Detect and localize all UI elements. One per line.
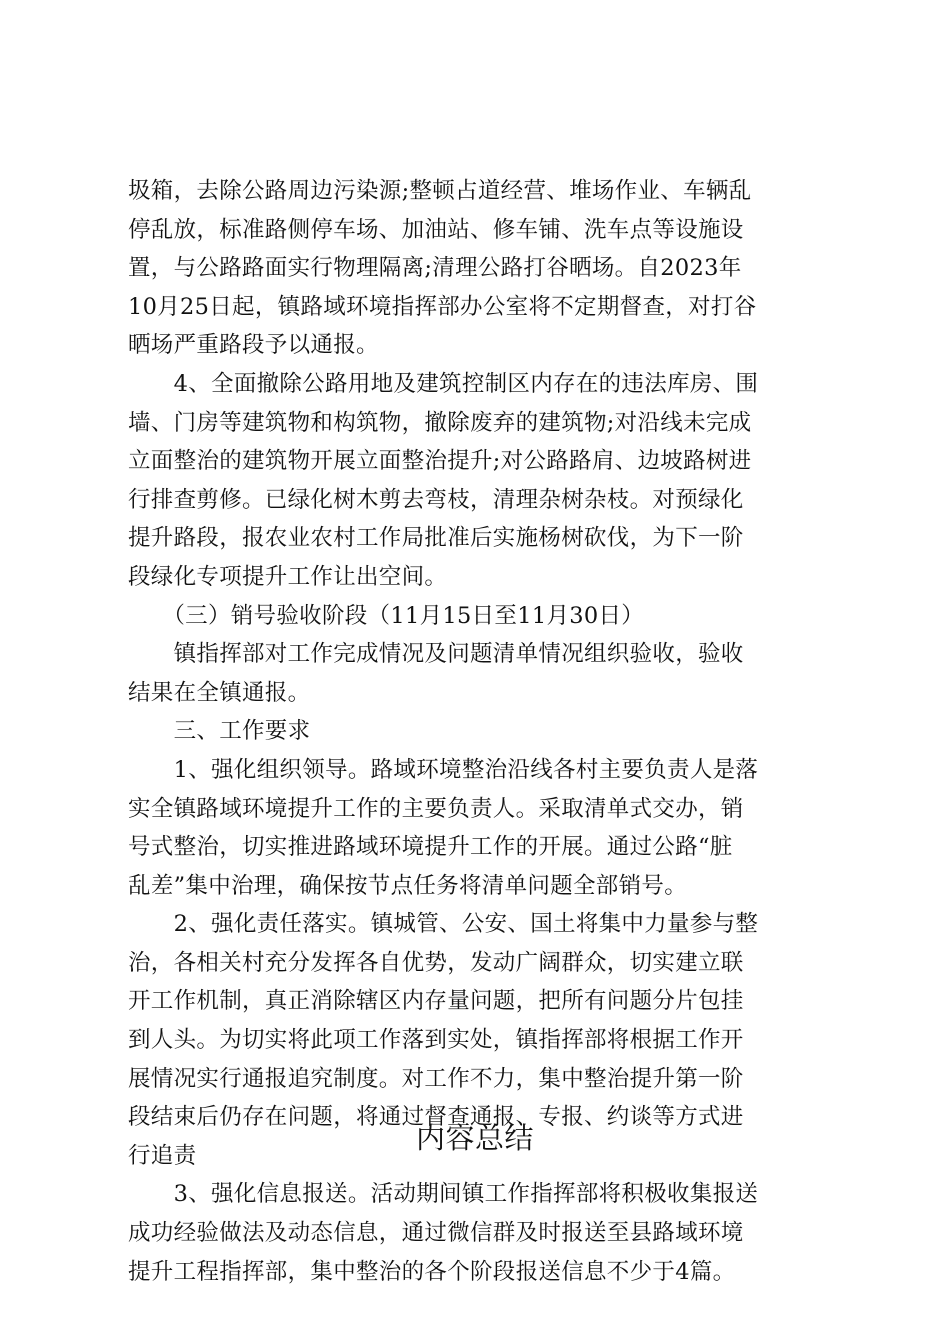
section-heading: （三）销号验收阶段（11月15日至11月30日） <box>128 602 645 629</box>
text-line: 4、全面撤除公路用地及建筑控制区内存在的违法库房、围 <box>128 370 759 397</box>
text-line: 1、强化组织领导。路域环境整治沿线各村主要负责人是落 <box>128 756 759 783</box>
text-line: 晒场严重路段予以通报。 <box>128 332 379 359</box>
text-line: 行追责 <box>128 1142 197 1169</box>
text-line: 到人头。为切实将此项工作落到实处，镇指挥部将根据工作开 <box>128 1027 744 1054</box>
text-line: 10月25日起，镇路域环境指挥部办公室将不定期督查，对打谷 <box>128 293 757 320</box>
text-line: 置，与公路路面实行物理隔离;清理公路打谷晒场。自2023年 <box>128 255 742 282</box>
section-heading: 三、工作要求 <box>128 718 311 745</box>
text-line: 段绿化专项提升工作让出空间。 <box>128 563 448 590</box>
text-line: 段结束后仍存在问题，将通过督查通报、专报、约谈等方式进 <box>128 1104 744 1131</box>
text-line: 实全镇路域环境提升工作的主要负责人。采取清单式交办，销 <box>128 795 744 822</box>
text-line: 提升工程指挥部，集中整治的各个阶段报送信息不少于4篇。 <box>128 1258 736 1285</box>
text-line: 行排查剪修。已绿化树木剪去弯枝，清理杂树杂枝。对预绿化 <box>128 486 744 513</box>
text-line: 成功经验做法及动态信息，通过微信群及时报送至县路域环境 <box>128 1220 744 1247</box>
text-line: 开工作机制，真正消除辖区内存量问题，把所有问题分片包挂 <box>128 988 744 1015</box>
text-line: 立面整治的建筑物开展立面整治提升;对公路路肩、边坡路树进 <box>128 448 752 475</box>
text-line: 展情况实行通报追究制度。对工作不力，集中整治提升第一阶 <box>128 1065 744 1092</box>
text-line: 号式整治，切实推进路域环境提升工作的开展。通过公路“脏 <box>128 834 733 861</box>
text-line: 乱差”集中治理，确保按节点任务将清单问题全部销号。 <box>128 872 688 899</box>
text-line: 圾箱，去除公路周边污染源;整顿占道经营、堆场作业、车辆乱 <box>128 178 752 204</box>
text-line: 停乱放，标准路侧停车场、加油站、修车铺、洗车点等设施设 <box>128 216 744 243</box>
text-line: 墙、门房等建筑物和构筑物，撤除废弃的建筑物;对沿线未完成 <box>128 409 752 436</box>
text-line: 3、强化信息报送。活动期间镇工作指挥部将积极收集报送 <box>128 1181 759 1208</box>
text-line: 结果在全镇通报。 <box>128 679 311 706</box>
text-line: 治，各相关村充分发挥各自优势，发动广阔群众，切实建立联 <box>128 949 744 976</box>
text-line: 2、强化责任落实。镇城管、公安、国土将集中力量参与整 <box>128 911 759 938</box>
text-line: 镇指挥部对工作完成情况及问题清单情况组织验收，验收 <box>128 641 744 668</box>
summary-title: 内容总结 <box>415 1121 534 1155</box>
text-line: 提升路段，报农业农村工作局批准后实施杨树砍伐，为下一阶 <box>128 525 744 552</box>
